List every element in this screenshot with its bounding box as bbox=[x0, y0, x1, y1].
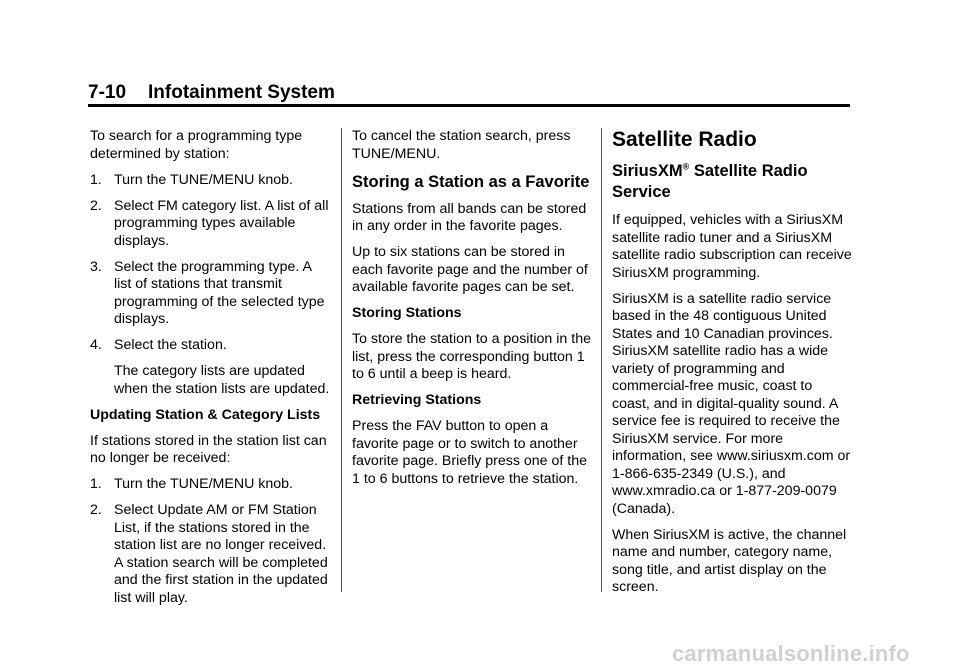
section-title: Infotainment System bbox=[148, 82, 335, 103]
column-3: Satellite Radio SiriusXM® Satellite Radio Service If equipped, vehicles with a SiriusXM satellite radio tuner and a SiriusXM satellite radio subscription can receive SiriusXM programming. SiriusXM is a satellite radio service based in the 48 contiguous United States and 10 Canadian provinces. SiriusXM satellite radio has a wide variety of programming and commercial-free music, coast to coast, and in digital-quality sound. A service fee is required to receive the SiriusXM service. For more information, see www.siriusxm.com or 1-866-635-2349 (U.S.), and www.xmradio.ca or 1-877-209-0079 (Canada). When SiriusXM is active, the channel name and number, category name, song title, and artist display on the screen. bbox=[612, 128, 852, 595]
page-number: 7-10 bbox=[88, 82, 127, 103]
subheading-storing: Storing Stations bbox=[352, 305, 462, 321]
search-intro: To search for a programming type determined by station: bbox=[90, 128, 303, 162]
list-item: 4. Select the station. bbox=[90, 337, 227, 353]
column-divider bbox=[601, 128, 602, 592]
list-item: 2. Select FM category list. A list of all programming types available displays. bbox=[90, 197, 329, 249]
subheading-retrieving: Retrieving Stations bbox=[352, 392, 482, 408]
list-item: 1. Turn the TUNE/MENU knob. bbox=[90, 171, 293, 188]
column-1 bbox=[90, 128, 330, 616]
list-item: 2. Select Update AM or FM Station List, if the stations stored in the station list are no longer received. A station search will be completed and the first station in the updated list will play. bbox=[90, 502, 328, 606]
column-2: To cancel the station search, press TUNE/MENU. Storing a Station as a Favorite Stations from all bands can be stored in any order in the favorite pages. Up to six stations can be stored in each favorite page and the number of available favorite pages can be set. Storing Stations To store the station to a position in the list, press the corresponding button 1 to 6 until a beep is heard. Retrieving Stations Press the FAV button to open a favorite page or to switch to another favorite page. Briefly press one of the 1 to 6 buttons to retrieve the station. bbox=[352, 128, 591, 487]
watermark: carmanualsonline.info bbox=[672, 641, 910, 666]
column-divider bbox=[341, 128, 342, 592]
heading-storing-favorite: Storing a Station as a Favorite bbox=[352, 172, 590, 191]
update-intro: If stations stored in the station list can no longer be received: bbox=[90, 432, 327, 466]
step-note: The category lists are updated when the station lists are updated. bbox=[114, 363, 330, 397]
list-item: 3. Select the programming type. A list of stations that transmit programming of the selected type displays. bbox=[90, 258, 325, 327]
cancel-text: To cancel the station search, press TUNE/MENU. bbox=[352, 128, 571, 162]
heading-satellite-radio: Satellite Radio bbox=[612, 128, 757, 151]
header-rule bbox=[88, 104, 850, 107]
list-item: 1. Turn the TUNE/MENU knob. bbox=[90, 476, 293, 492]
page-header bbox=[88, 80, 850, 106]
heading-siriusxm-service: SiriusXM® Satellite Radio Service bbox=[612, 161, 808, 201]
subheading-updating: Updating Station & Category Lists bbox=[90, 406, 321, 423]
